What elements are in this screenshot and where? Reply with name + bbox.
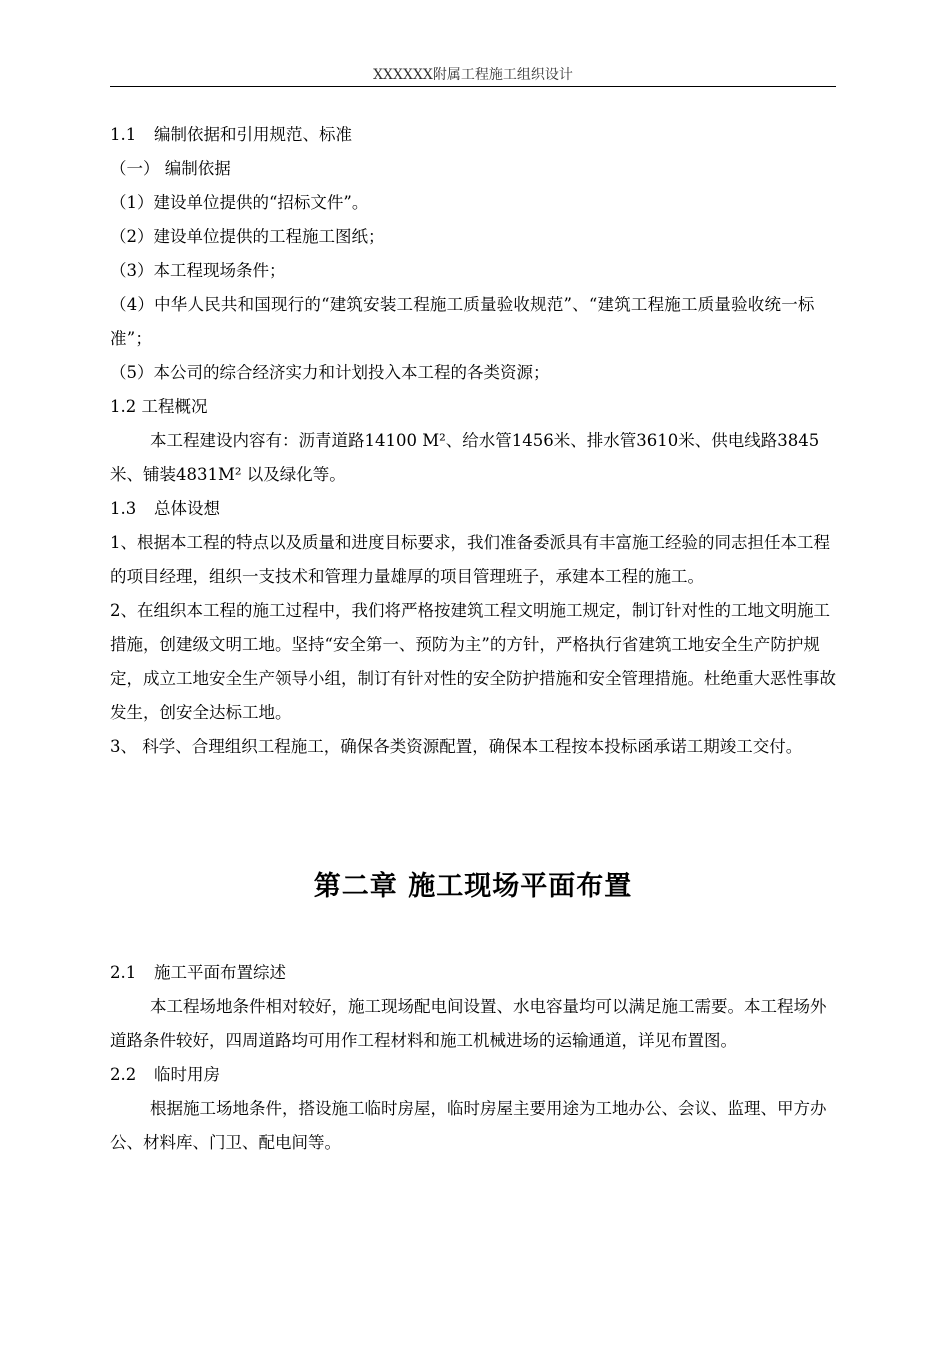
paragraph: 本工程场地条件相对较好，施工现场配电间设置、水电容量均可以满足施工需要。本工程场外道路条件较好，四周道路均可用作工程材料和施工机械进场的运输通道，详见布置图。 [110,997,827,1050]
list-item: （4）中华人民共和国现行的“建筑安装工程施工质量验收规范”、“建筑工程施工质量验收统一标准”； [110,295,815,348]
heading-number: 2.2 [110,1065,137,1084]
heading-1-1 [110,118,836,152]
chapter-title: 第二章 施工现场平面布置 [313,871,633,902]
page-header: XXXXXX附属工程施工组织设计 [373,67,573,83]
section-1 [110,118,836,764]
heading-1-3 [110,492,836,526]
heading-title: 总体设想 [154,499,220,518]
list-item: （3）本工程现场条件； [110,261,286,280]
heading-title: 临时用房 [154,1065,220,1084]
chapter-2-body [110,956,836,1160]
heading-2-1 [110,956,836,990]
paragraph: 3、 科学、合理组织工程施工，确保各类资源配置，确保本工程按本投标函承诺工期竣工交付。 [110,737,803,756]
heading-2-2 [110,1058,836,1092]
heading-number: 1.3 [110,499,137,518]
subheading-basis: （一） 编制依据 [110,159,231,178]
list-item: （1）建设单位提供的“招标文件”。 [110,193,369,212]
heading-1-2: 1.2 工程概况 [110,397,208,416]
paragraph: 2、在组织本工程的施工过程中，我们将严格按建筑工程文明施工规定，制订针对性的工地文明施工措施，创建级文明工地。坚持“安全第一、预防为主”的方针，严格执行省建筑工地安全生产防护规定，成立工地安全生产领导小组，制订有针对性的安全防护措施和安全管理措施。杜绝重大恶性事故发生，创安全达标工地。 [110,601,836,722]
list-item: （2）建设单位提供的工程施工图纸； [110,227,385,246]
heading-title: 编制依据和引用规范、标准 [154,125,352,144]
overview-paragraph: 本工程建设内容有：沥青道路14100 M²、给水管1456米、排水管3610米、供电线路3845米、铺装4831M² 以及绿化等。 [110,431,820,484]
paragraph: 1、根据本工程的特点以及质量和进度目标要求，我们准备委派具有丰富施工经验的同志担任本工程的项目经理，组织一支技术和管理力量雄厚的项目管理班子，承建本工程的施工。 [110,533,830,586]
heading-number: 2.1 [110,963,137,982]
paragraph: 根据施工场地条件，搭设施工临时房屋，临时房屋主要用途为工地办公、会议、监理、甲方办公、材料库、门卫、配电间等。 [110,1099,827,1152]
list-item: （5）本公司的综合经济实力和计划投入本工程的各类资源； [110,363,550,382]
heading-title: 施工平面布置综述 [154,963,286,982]
heading-number: 1.1 [110,125,137,144]
header-rule [110,86,836,87]
